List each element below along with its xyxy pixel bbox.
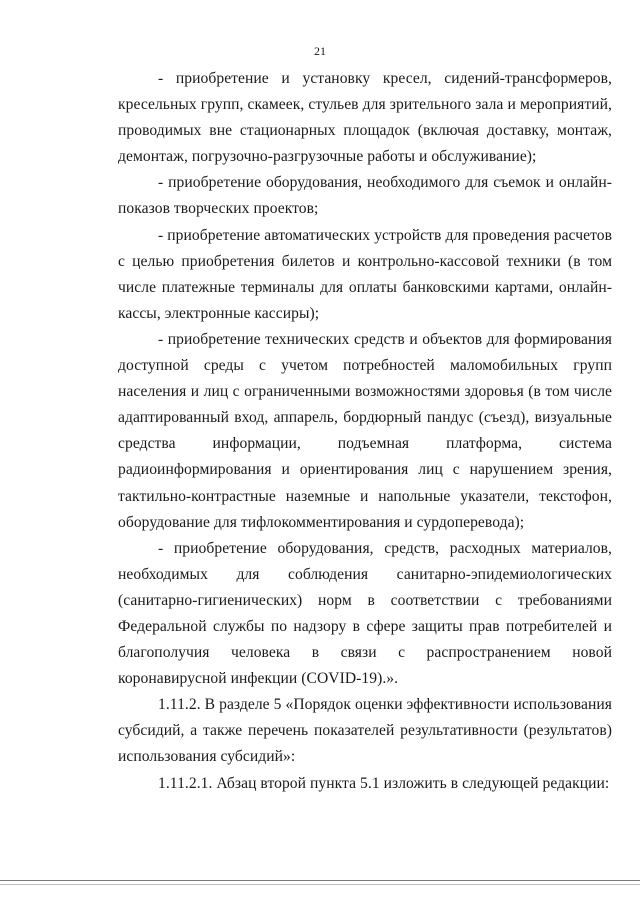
- document-body: [118, 66, 612, 797]
- bottom-scan-edge: [0, 880, 640, 881]
- paragraph-filming-equipment: - приобретение оборудования, необходимого для съемок и онлайн-показов творческих проектов;: [118, 174, 612, 218]
- paragraph-ticketing-devices: - приобретение автоматических устройств для проведения расчетов с целью приобретения билетов и контрольно-кассовой техники (в том числе платежные терминалы для оплаты банковскими картами, онлайн-кассы, электронные кассиры);: [118, 226, 612, 322]
- paragraph-sanitary-norms: - приобретение оборудования, средств, расходных материалов, необходимых для соблюдения санитарно-эпидемиологических (санитарно-гигиенических) норм в соответствии с требованиями Федеральной службы по надзору в сфере защиты прав потребителей и благополучия человека в связи с распространением новой коронавирусной инфекции (COVID-19).».: [118, 539, 612, 688]
- page-number: 21: [314, 44, 326, 58]
- paragraph-clause-5-1: 1.11.2.1. Абзац второй пункта 5.1 изложить в следующей редакции:: [158, 774, 610, 792]
- paragraph-seats: - приобретение и установку кресел, сидений-трансформеров, кресельных групп, скамеек, стульев для зрительного зала и мероприятий, проводимых вне стационарных площадок (включая доставку, монтаж, демонтаж, погрузочно-разгрузочные работы и обслуживание);: [118, 70, 612, 166]
- paragraph-section-5: 1.11.2. В разделе 5 «Порядок оценки эффективности использования субсидий, а также перечень показателей результативности (результатов) использования субсидий»:: [118, 696, 612, 766]
- bottom-scan-edge-secondary: [0, 884, 640, 885]
- paragraph-accessible-environment: - приобретение технических средств и объектов для формирования доступной среды с учетом потребностей маломобильных групп населения и лиц с ограниченными возможностями здоровья (в том числе адаптированный вход, аппарель, бордюрный пандус (съезд), визуальные средства информации, подъемная платформа, система радиоинформирования и ориентирования лиц с нарушением зрения, тактильно-контрастные наземные и напольные указатели, текстофон, оборудование для тифлокомментирования и сурдоперевода);: [118, 330, 612, 531]
